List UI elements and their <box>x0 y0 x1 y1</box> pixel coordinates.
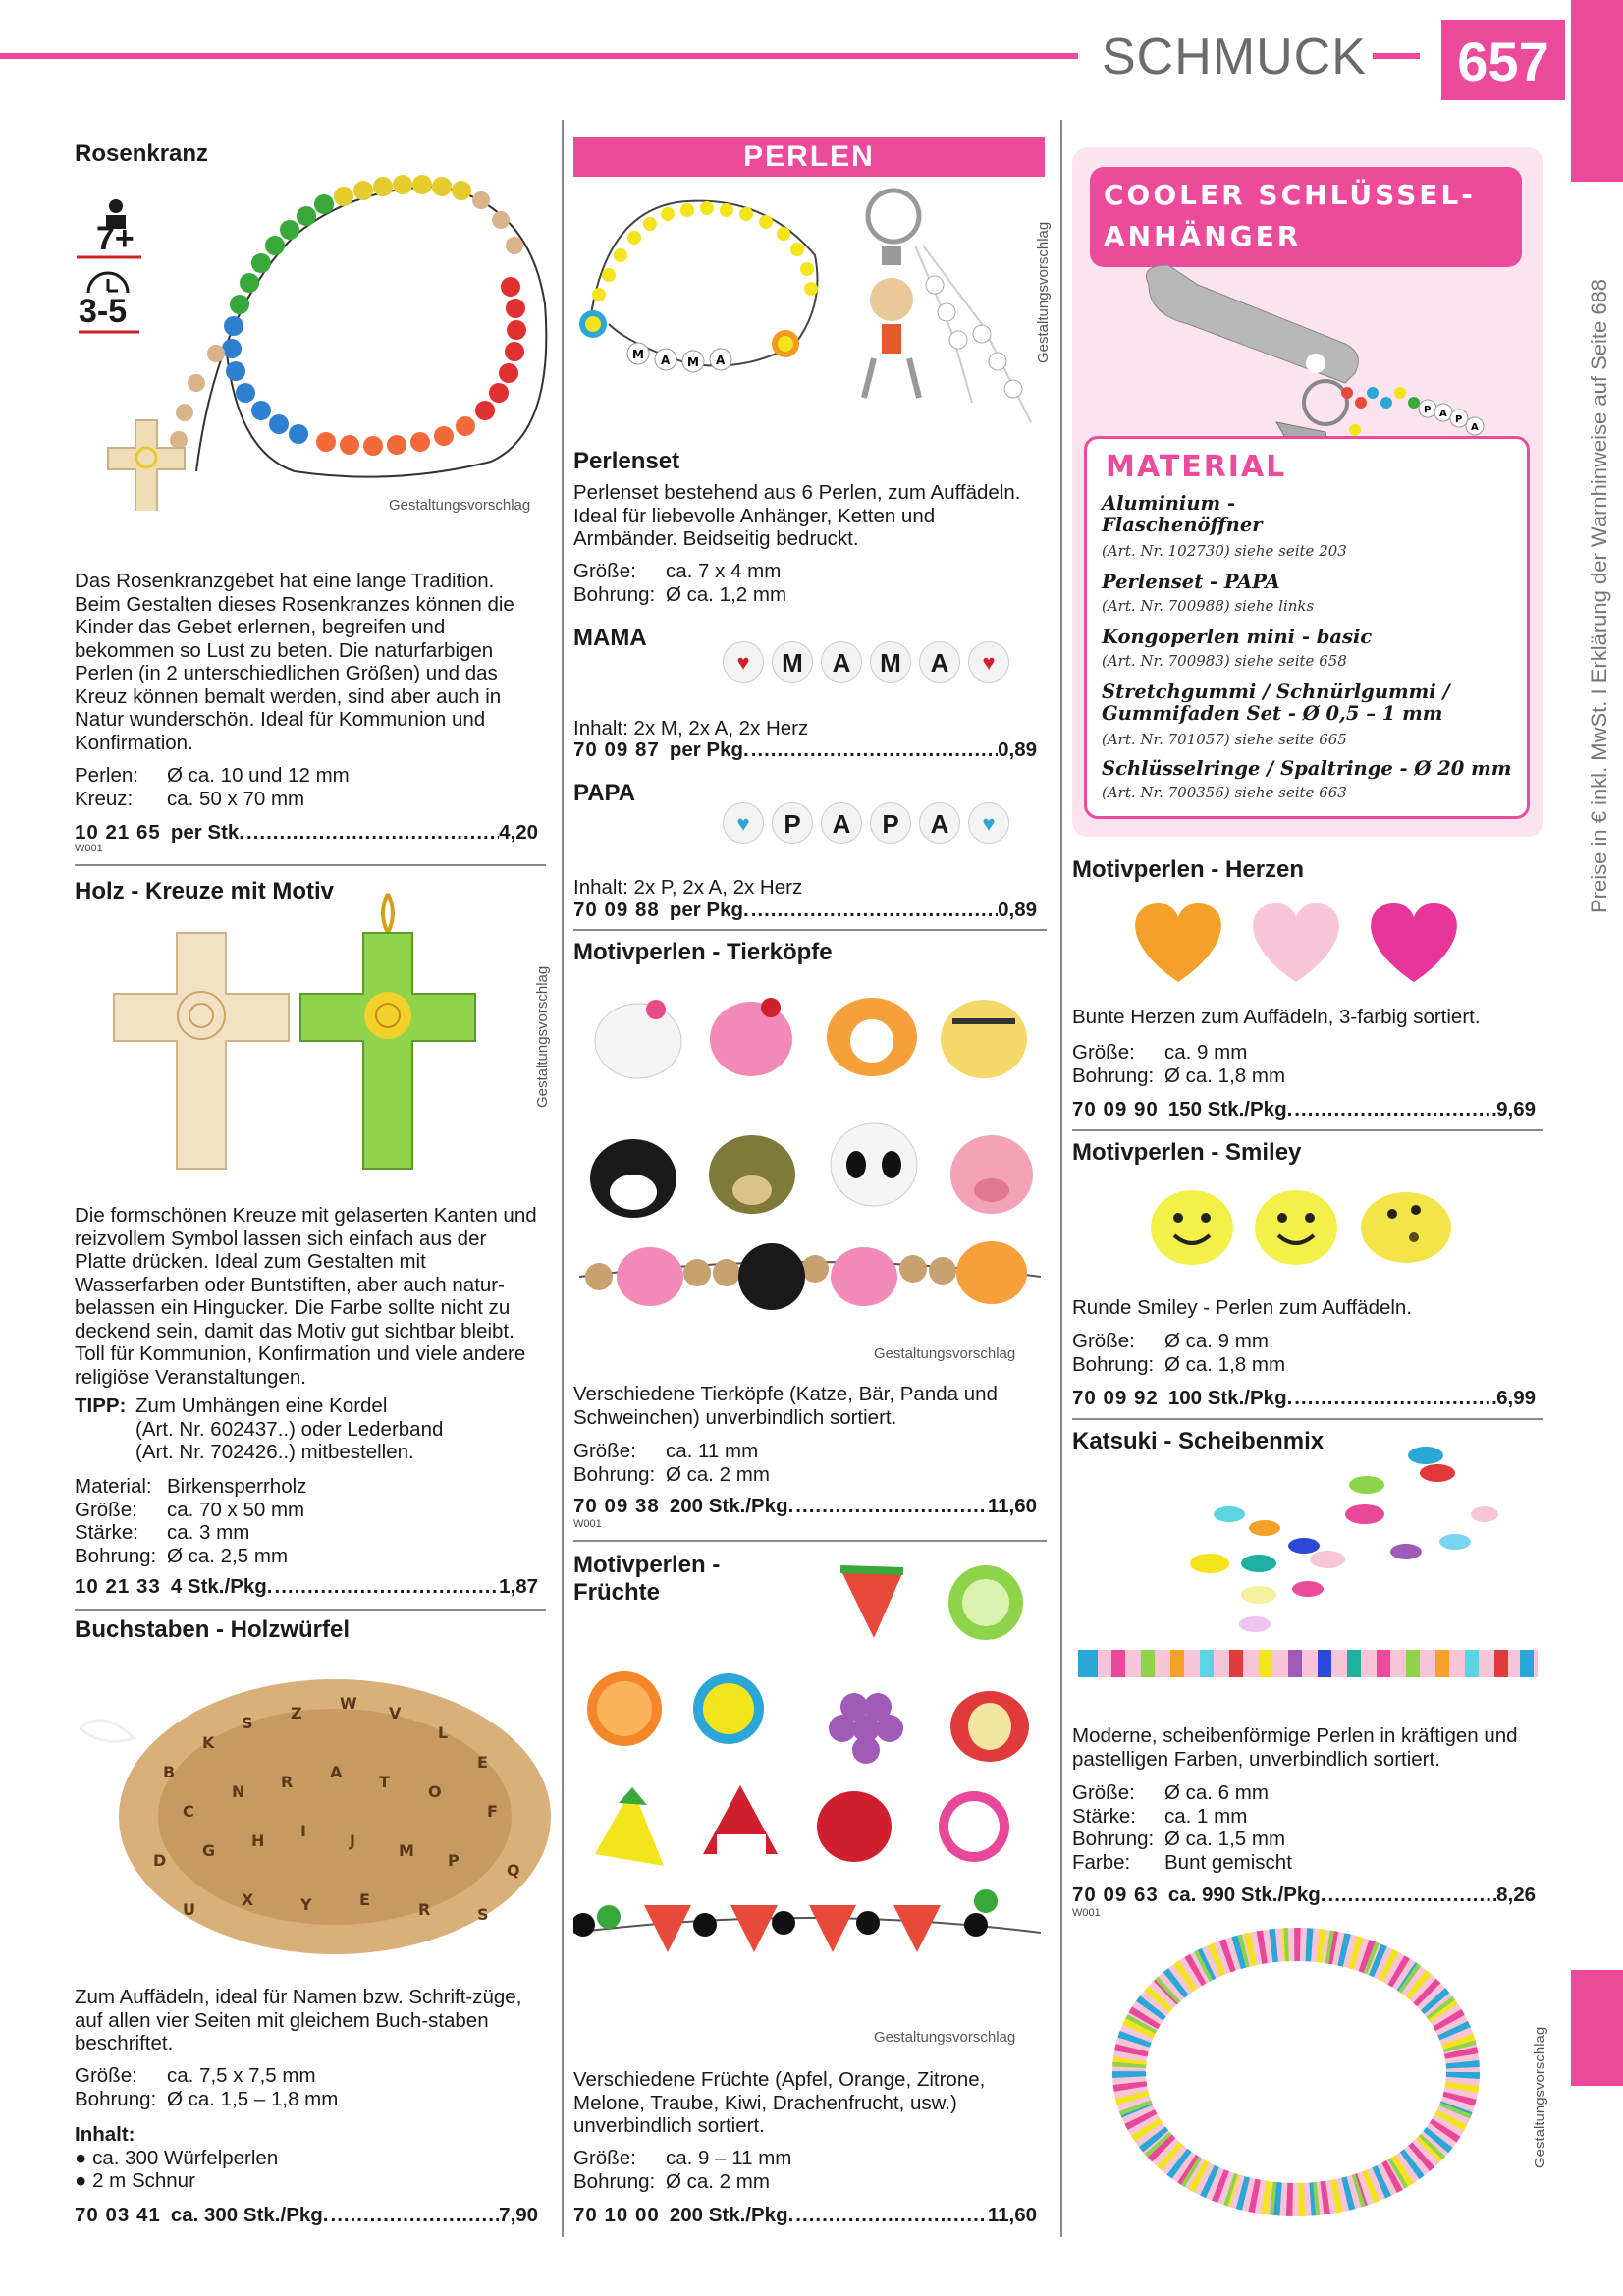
katsuki-description: Moderne, scheibenförmige Perlen in kräftigen und pastelligen Farben, unverbindlich sortiert. <box>1072 1724 1518 1771</box>
perlenset-description: Perlenset bestehend aus 6 Perlen, zum Auffädeln. Ideal für liebevolle Anhänger, Ketten und Armbänder. Beidseitig bedruckt. <box>573 481 1021 550</box>
time-label: 3-5 <box>79 293 128 330</box>
tierkoepfe-code: W001 <box>573 1518 602 1530</box>
fruechte-description: Verschiedene Früchte (Apfel, Orange, Zitrone, Melone, Traube, Kiwi, Drachenfrucht, usw.) unverbindlich sortiert. <box>573 2068 986 2137</box>
fruechte-title-2: Früchte <box>573 1579 661 1606</box>
design-note-bracelet: Gestaltungsvorschlag <box>1532 2026 1548 2168</box>
keychain-beads-text <box>1410 409 1413 410</box>
kreuze-title: Holz - Kreuze mit Motiv <box>75 878 335 904</box>
papa-beads <box>723 799 1017 847</box>
rosenkranz-order: 10 21 65 per Stk. ..... 4,20 <box>75 821 538 845</box>
papa-order: 70 09 88 per Pkg. ..... 0,89 <box>573 899 1037 922</box>
svg-text:H: H <box>251 1831 265 1850</box>
svg-text:X: X <box>242 1890 254 1909</box>
kreuze-tip: TIPP: Zum Umhängen eine Kordel (Art. Nr. 602437..) oder Lederband (Art. Nr. 702426..) mitbestellen. <box>75 1394 444 1463</box>
letter-bead: M <box>772 641 813 683</box>
material-item-1: Aluminium - Flaschenöffner <box>1102 492 1263 536</box>
column-separator-2 <box>1060 120 1062 2237</box>
svg-text:Z: Z <box>291 1704 302 1722</box>
letter-bead: P <box>870 802 911 844</box>
fruits-image <box>573 1559 1041 2011</box>
mama-title: MAMA <box>573 625 647 651</box>
svg-text:E: E <box>359 1890 370 1909</box>
katsuki-code: W001 <box>1072 1907 1101 1919</box>
kreuze-description: Die formschönen Kreuze mit gelaserten Kanten und reizvollem Symbol lassen sich einfach aus der Platte drücken. Ideal zum Gestalten mit Wasserfarben oder Buntstiften, aber auch natur-belassen ein Hingucker. Die Farbe sollte nicht zu deckend sein, damit das Motiv gut sichtbar bleibt. Toll für Kommunion, Konfirmation und viele andere religiöse Veranstaltungen. <box>75 1204 537 1389</box>
design-note-fruits: Gestaltungsvorschlag <box>874 2029 1016 2046</box>
buchstaben-description: Zum Auffädeln, ideal für Namen bzw. Schrift-züge, auf allen vier Seiten mit gleichem Buch-staben beschriftet. <box>75 1986 522 2054</box>
letter-cubes-image <box>75 1669 556 1964</box>
tierkoepfe-title: Motivperlen - Tierköpfe <box>573 939 833 965</box>
mama-beads <box>723 638 1017 685</box>
letter-bead: A <box>821 802 862 844</box>
tierkoepfe-specs: Größe: ca. 11 mm Bohrung: Ø ca. 2 mm <box>573 1440 770 1486</box>
smiley-description: Runde Smiley - Perlen zum Auffädeln. <box>1072 1296 1413 1319</box>
material-item-4: Stretchgummi / Schnürlgummi / Gummifaden Set - Ø 0,5 – 1 mm <box>1102 681 1450 725</box>
design-note-animals: Gestaltungsvorschlag <box>874 1345 1016 1362</box>
svg-text:S: S <box>242 1714 253 1732</box>
tierkoepfe-order: 70 09 38 200 Stk./Pkg. ..... 11,60 <box>573 1495 1037 1518</box>
divider <box>1072 1129 1543 1131</box>
smiley-order: 70 09 92 100 Stk./Pkg. ..... 6,99 <box>1072 1387 1536 1410</box>
material-ref-1: (Art. Nr. 102730) siehe seite 203 <box>1102 542 1347 560</box>
perlenset-specs: Größe: ca. 7 x 4 mm Bohrung: Ø ca. 1,2 mm <box>573 560 787 606</box>
svg-text:Y: Y <box>300 1895 312 1914</box>
svg-text:R: R <box>281 1773 294 1791</box>
svg-text:A: A <box>1471 422 1479 433</box>
svg-text:P: P <box>1455 414 1463 425</box>
papa-contents: Inhalt: 2x P, 2x A, 2x Herz <box>573 876 803 899</box>
price-note: Preise in € inkl. MwSt. I Erklärung der Warnhinweise auf Seite 688 <box>1587 278 1611 913</box>
svg-text:R: R <box>418 1900 431 1919</box>
page-number: 657 <box>1441 20 1565 100</box>
svg-text:E: E <box>477 1753 488 1772</box>
herzen-order: 70 09 90 150 Stk./Pkg. ..... 9,69 <box>1072 1098 1536 1121</box>
material-item-5: Schlüsselringe / Spaltringe - Ø 20 mm <box>1102 757 1512 780</box>
material-title: MATERIAL <box>1106 450 1287 484</box>
divider <box>1072 1418 1543 1420</box>
divider <box>573 929 1047 931</box>
katsuki-specs: Größe: Ø ca. 6 mm Stärke: ca. 1 mm Bohrung: Ø ca. 1,5 mm Farbe: Bunt gemischt <box>1072 1781 1292 1874</box>
svg-text:F: F <box>487 1802 498 1821</box>
kreuze-specs: Material: Birkensperrholz Größe: ca. 70 x 50 mm Stärke: ca. 3 mm Bohrung: Ø ca. 2,5 mm <box>75 1475 307 1567</box>
fruechte-title-1: Motivperlen - <box>573 1552 721 1578</box>
herzen-specs: Größe: ca. 9 mm Bohrung: Ø ca. 1,8 mm <box>1072 1041 1286 1087</box>
svg-text:N: N <box>232 1782 245 1801</box>
fruechte-order: 70 10 00 200 Stk./Pkg. ..... 11,60 <box>573 2204 1037 2227</box>
buchstaben-contents: Inhalt: ● ca. 300 Würfelperlen ● 2 m Schnur <box>75 2123 279 2192</box>
svg-text:S: S <box>477 1905 489 1924</box>
katsuki-bracelet-image <box>1109 1925 1483 2219</box>
rosenkranz-code: W001 <box>75 843 103 854</box>
mama-order: 70 09 87 per Pkg. ..... 0,89 <box>573 738 1037 762</box>
svg-text:M: M <box>399 1841 414 1860</box>
katsuki-title: Katsuki - Scheibenmix <box>1072 1428 1325 1454</box>
mama-contents: Inhalt: 2x M, 2x A, 2x Herz <box>573 717 809 739</box>
svg-text:U: U <box>183 1900 195 1919</box>
material-ref-4: (Art. Nr. 701057) siehe seite 665 <box>1102 731 1347 748</box>
svg-text:V: V <box>389 1704 402 1722</box>
age-label: 7+ <box>96 220 135 257</box>
material-ref-2: (Art. Nr. 700988) siehe links <box>1102 597 1315 615</box>
svg-text:K: K <box>202 1733 215 1752</box>
side-tab-top <box>1571 0 1623 182</box>
rosenkranz-title: Rosenkranz <box>75 140 209 167</box>
smiley-specs: Größe: Ø ca. 9 mm Bohrung: Ø ca. 1,8 mm <box>1072 1330 1286 1376</box>
svg-text:P: P <box>1424 405 1432 415</box>
letter-bead: A <box>919 802 960 844</box>
svg-text:P: P <box>448 1851 460 1870</box>
letter-bead: M <box>870 641 911 683</box>
animal-heads-image <box>579 982 1041 1355</box>
material-ref-3: (Art. Nr. 700983) siehe seite 658 <box>1102 652 1347 670</box>
divider <box>573 1540 1047 1542</box>
perlen-banner: PERLEN <box>573 137 1045 177</box>
svg-text:Q: Q <box>507 1861 520 1880</box>
smiley-image <box>1149 1178 1463 1277</box>
svg-text:A: A <box>330 1763 343 1781</box>
svg-text:A: A <box>661 354 671 367</box>
material-item-2: Perlenset - PAPA <box>1102 571 1280 593</box>
column-separator-1 <box>562 120 564 2237</box>
design-note-crosses: Gestaltungsvorschlag <box>534 965 551 1108</box>
crosses-image <box>108 884 520 1223</box>
section-title: SCHMUCK <box>1102 28 1367 85</box>
svg-text:A: A <box>1439 409 1447 419</box>
buchstaben-specs: Größe: ca. 7,5 x 7,5 mm Bohrung: Ø ca. 1,5 – 1,8 mm <box>75 2064 339 2110</box>
herzen-description: Bunte Herzen zum Auffädeln, 3-farbig sortiert. <box>1072 1006 1481 1028</box>
buchstaben-title: Buchstaben - Holzwürfel <box>75 1616 351 1643</box>
svg-text:T: T <box>379 1773 390 1791</box>
letter-bead: P <box>772 802 813 844</box>
rosenkranz-specs: Perlen: Ø ca. 10 und 12 mm Kreuz: ca. 50 x 70 mm <box>75 764 350 810</box>
svg-text:B: B <box>163 1763 176 1781</box>
smiley-title: Motivperlen - Smiley <box>1072 1139 1302 1166</box>
header-rule-right <box>1373 53 1420 59</box>
katsuki-order: 70 09 63 ca. 990 Stk./Pkg. ..... 8,26 <box>1072 1884 1536 1907</box>
heart-bead: ♥ <box>723 802 764 844</box>
divider <box>75 1609 546 1611</box>
side-tab-bottom <box>1571 1970 1623 2086</box>
svg-text:C: C <box>183 1802 194 1821</box>
rosenkranz-description: Das Rosenkranzgebet hat eine lange Tradition. Beim Gestalten dieses Rosenkranzes können die Kinder das Gebet erlernen, begreifen und bekommen so Lust zu beten. Die naturfarbigen Perlen (in 2 unterschiedlichen Größen) und das Kreuz können bemalt werden, sind aber auch in Natur wunderschön. Ideal für Kommunion und Konfirmation. <box>75 570 514 754</box>
divider <box>75 864 546 866</box>
kreuze-order: 10 21 33 4 Stk./Pkg. ..... 1,87 <box>75 1575 538 1599</box>
letter-bead: A <box>919 641 960 683</box>
material-item-3: Kongoperlen mini - basic <box>1102 626 1373 648</box>
svg-text:M: M <box>687 355 699 369</box>
rosary-image <box>69 147 560 511</box>
svg-text:D: D <box>153 1851 167 1870</box>
svg-text:O: O <box>428 1782 442 1801</box>
heart-bead: ♥ <box>968 802 1009 844</box>
header-rule-left <box>0 53 1078 59</box>
svg-text:M: M <box>632 348 644 361</box>
svg-text:L: L <box>438 1723 449 1742</box>
cool-keychain-title: COOLER SCHLÜSSEL- ANHÄNGER <box>1090 167 1522 267</box>
heart-bead: ♥ <box>968 641 1009 683</box>
design-note-rosary: Gestaltungsvorschlag <box>389 497 531 514</box>
letter-bead: A <box>821 641 862 683</box>
design-note-perlenset: Gestaltungsvorschlag <box>1035 221 1052 363</box>
herzen-title: Motivperlen - Herzen <box>1072 856 1305 883</box>
svg-text:W: W <box>340 1694 357 1713</box>
papa-title: PAPA <box>573 780 636 806</box>
perlenset-title: Perlenset <box>573 448 680 474</box>
heart-bead: ♥ <box>723 641 764 683</box>
svg-text:G: G <box>202 1841 216 1860</box>
material-ref-5: (Art. Nr. 700356) siehe seite 663 <box>1102 784 1347 801</box>
perlenset-image <box>569 187 1051 471</box>
svg-text:J: J <box>350 1831 355 1850</box>
buchstaben-order: 70 03 41 ca. 300 Stk./Pkg. ..... 7,90 <box>75 2204 538 2227</box>
svg-text:I: I <box>300 1822 306 1840</box>
fruechte-specs: Größe: ca. 9 – 11 mm Bohrung: Ø ca. 2 mm <box>573 2147 792 2193</box>
hearts-image <box>1129 894 1473 992</box>
svg-text:A: A <box>716 354 726 367</box>
tierkoepfe-description: Verschiedene Tierköpfe (Katze, Bär, Panda und Schweinchen) unverbindlich sortiert. <box>573 1383 998 1429</box>
katsuki-image <box>1072 1444 1543 1709</box>
